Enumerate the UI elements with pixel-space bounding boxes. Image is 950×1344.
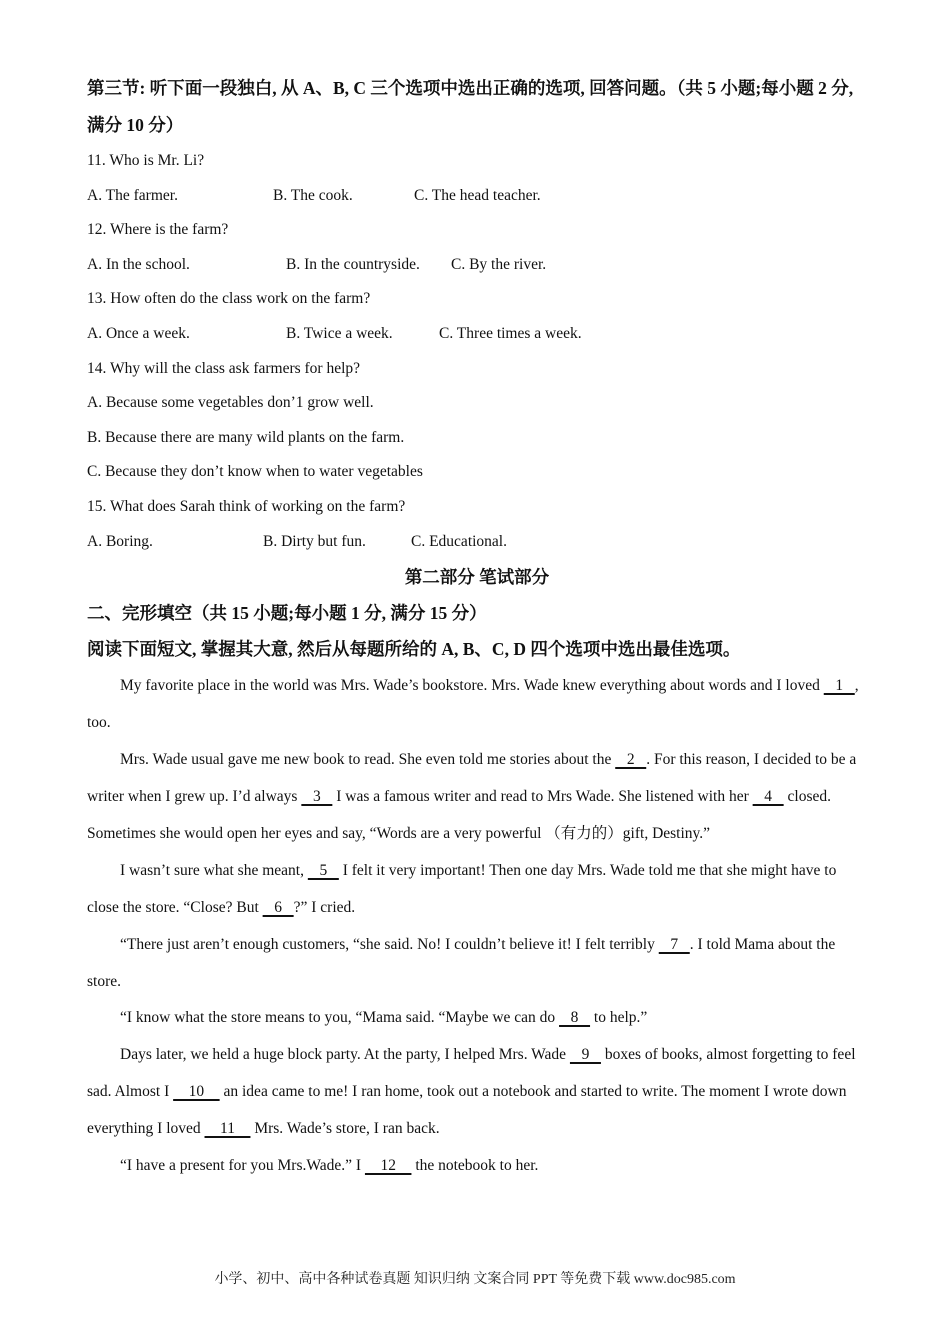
options-13 — [87, 317, 867, 352]
passage-text: ?” I cried. — [293, 899, 356, 917]
option-14-b[interactable]: B. Because there are many wild plants on the farm. — [87, 428, 405, 446]
blank-4[interactable]: 4 — [752, 788, 784, 806]
passage-text: closed. Sometimes she would open her eyes and say, “Words are a very powerful （有力的）gift, Destiny.” — [87, 788, 831, 843]
question-11: 11. Who is Mr. Li? — [87, 152, 205, 169]
blank-6[interactable]: 6 — [262, 899, 294, 917]
passage-text: My favorite place in the world was Mrs. Wade’s bookstore. Mrs. Wade knew everything about words and I loved — [120, 677, 824, 695]
passage-paragraph-4 — [87, 926, 867, 1000]
passage-text: . For this reason, I decided to be a writer when I grew up. I’d always — [87, 751, 857, 806]
blank-10[interactable]: 10 — [173, 1083, 220, 1101]
passage-paragraph-2 — [87, 741, 867, 852]
passage-text: “I know what the store means to you, “Mama said. “Maybe we can do — [120, 1009, 560, 1027]
blank-12[interactable]: 12 — [364, 1157, 412, 1175]
cloze-instruction: 阅读下面短文, 掌握其大意, 然后从每题所给的 A, B、C, D 四个选项中选出最佳选项。 — [87, 639, 741, 660]
option-11-a[interactable]: A. The farmer. — [87, 186, 178, 204]
part2-title: 第二部分 笔试部分 — [404, 567, 550, 588]
question-13: 13. How often do the class work on the farm? — [87, 290, 371, 308]
passage-text: the notebook to her. — [411, 1157, 539, 1175]
passage-text: boxes of books, almost forgetting to feel sad. Almost I — [87, 1046, 856, 1101]
options-15 — [87, 525, 867, 560]
option-11-c[interactable]: C. The head teacher. — [414, 186, 541, 204]
passage-text: I felt it very important! Then one day Mrs. Wade told me that she might have to close the store. “Close? But — [87, 862, 837, 917]
passage-text: Mrs. Wade’s store, I ran back. — [250, 1120, 440, 1138]
passage-text: “There just aren’t enough customers, “she said. No! I couldn’t believe it! I felt terribly — [120, 936, 659, 954]
blank-8[interactable]: 8 — [559, 1009, 591, 1027]
passage-paragraph-3 — [87, 852, 867, 926]
passage-text: Mrs. Wade usual gave me new book to read. She even told me stories about the — [120, 751, 616, 769]
question-15: 15. What does Sarah think of working on the farm? — [87, 497, 406, 515]
option-15-a[interactable]: A. Boring. — [87, 532, 153, 550]
blank-1[interactable]: 1 — [823, 677, 855, 695]
blank-11[interactable]: 11 — [204, 1120, 251, 1138]
blank-3[interactable]: 3 — [301, 788, 333, 806]
passage-text: “I have a present for you Mrs.Wade.” I — [120, 1157, 365, 1175]
question-14: 14. Why will the class ask farmers for help? — [87, 359, 361, 377]
passage-text: to help.” — [590, 1009, 648, 1027]
option-14-a[interactable]: A. Because some vegetables don’1 grow well. — [87, 394, 374, 412]
option-13-b[interactable]: B. Twice a week. — [286, 324, 393, 342]
option-13-c[interactable]: C. Three times a week. — [439, 324, 582, 342]
passage-paragraph-6 — [87, 1036, 867, 1147]
blank-2[interactable]: 2 — [615, 751, 647, 769]
cloze-heading: 二、完形填空（共 15 小题;每小题 1 分, 满分 15 分） — [87, 603, 487, 624]
exam-page — [87, 70, 867, 1184]
passage-text: an idea came to me! I ran home, took out a notebook and started to write. The moment I wrote down everything I loved — [87, 1083, 847, 1138]
options-12 — [87, 248, 867, 283]
option-12-c[interactable]: C. By the river. — [451, 255, 547, 273]
passage-text: I wasn’t sure what she meant, — [120, 862, 308, 880]
blank-7[interactable]: 7 — [658, 936, 690, 954]
option-12-b[interactable]: B. In the countryside. — [286, 255, 420, 273]
passage-text: . I told Mama about the store. — [87, 936, 836, 991]
section3-heading: 第三节: 听下面一段独白, 从 A、B, C 三个选项中选出正确的选项, 回答问题。（共 5 小题;每小题 2 分, 满分 10 分） — [87, 78, 854, 135]
options-11 — [87, 179, 867, 214]
passage-paragraph-5 — [87, 1000, 867, 1036]
page-footer: 小学、初中、高中各种试卷真题 知识归纳 文案合同 PPT 等免费下载 www.doc985.com — [214, 1272, 736, 1287]
option-15-b[interactable]: B. Dirty but fun. — [263, 532, 366, 550]
question-12: 12. Where is the farm? — [87, 221, 229, 239]
passage-paragraph-1 — [87, 667, 867, 741]
option-12-a[interactable]: A. In the school. — [87, 255, 190, 273]
blank-9[interactable]: 9 — [569, 1046, 601, 1064]
passage-text: I was a famous writer and read to Mrs Wade. She listened with her — [332, 788, 753, 806]
option-11-b[interactable]: B. The cook. — [273, 186, 353, 204]
passage-text: Days later, we held a huge block party. At the party, I helped Mrs. Wade — [120, 1046, 570, 1064]
passage-paragraph-7 — [87, 1147, 867, 1184]
option-13-a[interactable]: A. Once a week. — [87, 324, 190, 342]
blank-5[interactable]: 5 — [307, 862, 339, 880]
passage-text: , too. — [87, 677, 859, 732]
option-15-c[interactable]: C. Educational. — [411, 532, 507, 550]
option-14-c[interactable]: C. Because they don’t know when to water vegetables — [87, 463, 423, 481]
